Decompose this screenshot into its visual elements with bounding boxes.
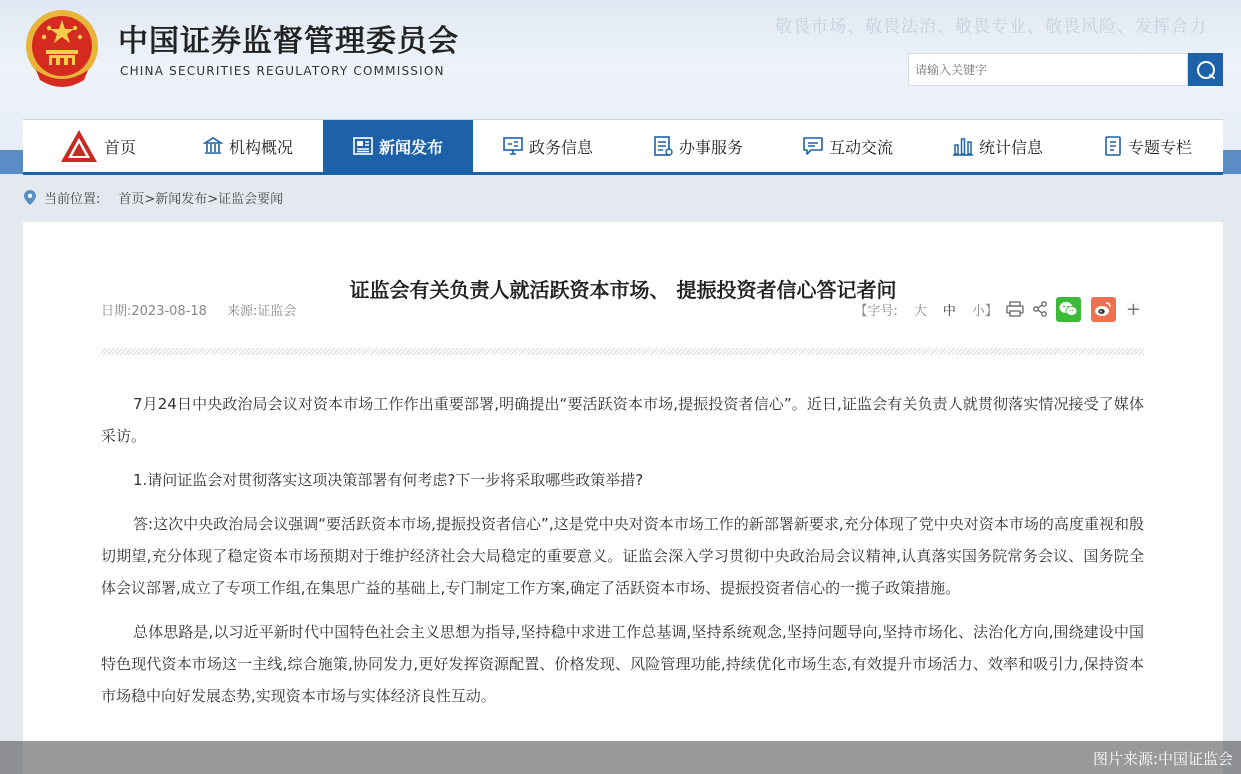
nav-item-gov-info[interactable] (473, 120, 623, 172)
search-input[interactable] (909, 54, 1181, 85)
nav-label: 办事服务 (678, 137, 743, 157)
document-list-icon (653, 136, 673, 156)
chat-icon (803, 137, 823, 156)
nav-item-topics[interactable] (1073, 120, 1223, 172)
notebook-icon (1104, 136, 1122, 156)
share-wechat-button[interactable] (1056, 297, 1081, 322)
article-paragraph: 总体思路是,以习近平新时代中国特色社会主义思想为指导,坚持稳中求进工作总基调,坚持系统观念,坚持问题导向,坚持市场化、法治化方向,围绕建设中国特色现代资本市场这一主线,综合施策,协同发力,更好发挥资源配置、价格发现、风险管理功能,持续优化市场生态,有效提升市场活力、效率和吸引力,保持资本市场稳中向好发展态势,实现资本市场与实体经济良性互动。 (101, 623, 1144, 705)
article-container (23, 222, 1223, 774)
nav-label: 机构概况 (228, 137, 293, 157)
font-size-medium[interactable]: 中 (942, 303, 956, 319)
article-body (101, 388, 1144, 724)
nav-label: 专题专栏 (1127, 137, 1192, 157)
article-title: 证监会有关负责人就活跃资本市场、 提振投资者信心答记者问 (349, 278, 897, 302)
title-divider (101, 348, 1144, 355)
share-button[interactable] (1032, 301, 1048, 317)
emblem-logo-icon (60, 129, 98, 163)
article-tools (854, 296, 1141, 322)
font-size-large[interactable]: 大 (913, 303, 927, 319)
article-paragraph: 答:这次中央政治局会议强调“要活跃资本市场,提振投资者信心”,这是党中央对资本市场工作的新部署新要求,充分体现了党中央对资本市场的高度重视和殷切期望,充分体现了稳定资本市场预期对于维护经济社会大局稳定的重要意义。证监会深入学习贯彻中央政治局会议精神,认真落实国务院常务会议、国务院全体会议部署,成立了专项工作组,在集思广益的基础上,专门制定工作方案,确定了活跃资本市场、提振投资者信心的一揽子政策措施。 (101, 515, 1144, 597)
weibo-icon (1094, 301, 1112, 317)
nav-label: 新闻发布 (378, 137, 443, 157)
nav-label: 互动交流 (828, 137, 893, 157)
share-weibo-button[interactable] (1091, 297, 1116, 322)
nav-item-home[interactable] (23, 120, 173, 172)
print-icon (1006, 301, 1024, 317)
nav-label: 首页 (103, 137, 136, 157)
nav-item-about[interactable] (173, 120, 323, 172)
more-share-button[interactable]: + (1125, 298, 1141, 320)
article-paragraph: 7月24日中央政治局会议对资本市场工作作出重要部署,明确提出“要活跃资本市场,提振投资者信心”。近日,证监会有关负责人就贯彻落实情况接受了媒体采访。 (101, 395, 1144, 445)
article-meta (101, 300, 296, 319)
article-paragraph: 1.请问证监会对贯彻落实这项决策部署有何考虑?下一步将采取哪些政策举措? (133, 471, 644, 489)
font-size-small[interactable]: 小】 (971, 303, 998, 319)
share-icon (1032, 301, 1048, 317)
font-size-label: 【字号: (854, 303, 898, 319)
search-icon (1195, 59, 1217, 81)
nav-item-interaction[interactable] (773, 120, 923, 172)
search-button[interactable] (1188, 53, 1223, 86)
nav-item-services[interactable] (623, 120, 773, 172)
nav-item-statistics[interactable] (923, 120, 1073, 172)
bar-chart-icon (953, 137, 973, 156)
org-name-cn: 中国证券监督管理委员会 (118, 24, 459, 59)
monitor-info-icon (503, 137, 523, 155)
nav-label: 政务信息 (528, 137, 593, 157)
org-name-en: CHINA SECURITIES REGULATORY COMMISSION (120, 64, 445, 78)
nav-label: 统计信息 (978, 137, 1043, 157)
building-icon (203, 136, 223, 156)
newspaper-icon (353, 137, 373, 155)
breadcrumb (24, 188, 283, 207)
nav-item-news[interactable] (323, 120, 473, 172)
slogan: 敬畏市场、敬畏法治、敬畏专业、敬畏风险、发挥合力 (775, 17, 1207, 37)
breadcrumb-label: 当前位置: (44, 192, 101, 207)
article-date: 日期:2023-08-18 (101, 304, 207, 319)
article-source: 来源:证监会 (226, 304, 297, 319)
main-nav (23, 119, 1223, 175)
image-credit: 图片来源:中国证监会 (1092, 750, 1233, 768)
search-box (908, 53, 1188, 86)
image-credit-bar (0, 741, 1241, 774)
breadcrumb-path[interactable]: 首页>新闻发布>证监会要闻 (118, 192, 284, 207)
print-button[interactable] (1006, 301, 1024, 317)
national-emblem-icon[interactable] (22, 6, 102, 90)
wechat-icon (1059, 301, 1078, 317)
location-pin-icon (24, 190, 36, 205)
